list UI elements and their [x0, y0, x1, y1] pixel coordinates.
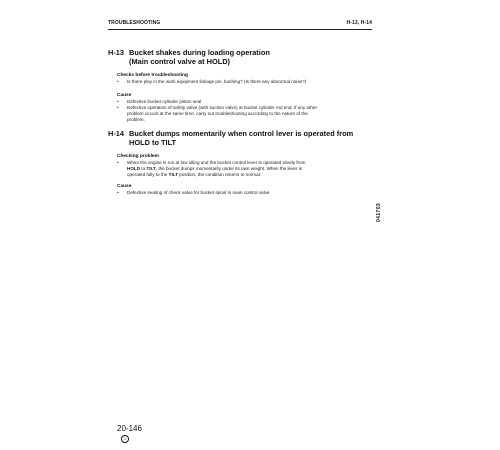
h13-title-line1: Bucket shakes during loading operation — [129, 48, 270, 57]
bullet-icon: • — [117, 99, 119, 104]
h13-cause-1-text: Defective bucket cylinder piston seal — [127, 99, 202, 104]
h13-cause-2-line3: problem. — [127, 117, 145, 122]
header-section-title: TROUBLESHOOTING — [108, 20, 161, 26]
h14-check-line1: When the engine is run at low idling and the bucket control lever is operated slowly from — [127, 160, 306, 165]
h14-check-line2-post: , the bucket dumps momentarily under its own weight. When the lever is — [155, 166, 303, 171]
revision-mark: 1 — [121, 435, 129, 443]
bullet-icon: • — [117, 79, 119, 84]
h14-heading — [108, 130, 353, 147]
h13-heading — [108, 49, 270, 66]
h14-cause-1 — [117, 190, 269, 196]
bullet-icon: • — [117, 190, 119, 195]
h13-checks-label: Checks before troubleshooting — [117, 73, 188, 78]
h14-title-line1: Bucket dumps momentarily when control lever is operated from — [129, 129, 354, 138]
h14-cause-label: Cause — [117, 184, 132, 189]
h14-check-line3-pre: operated fully to the — [127, 172, 169, 177]
header-codes: H-13, H-14 — [346, 20, 372, 26]
h14-code: H-14 — [108, 129, 125, 138]
h14-check-line3 — [127, 172, 261, 178]
h14-check-line2-mid: to — [140, 166, 147, 171]
h14-check-line3-post: position, the condition returns to normal. — [178, 172, 261, 177]
h13-checks-text: Is there play in the work equipment linkage pin, bushing? (Is there any abnormal noise?) — [127, 79, 307, 84]
h13-cause-2-line2: problem occurs at the same time, carry out troubleshooting according to the nature of the — [127, 111, 308, 116]
bullet-icon: • — [117, 105, 119, 110]
page-number: 20-146 — [117, 424, 142, 433]
tilt-term: TILT — [146, 166, 156, 171]
h13-cause-label: Cause — [117, 93, 132, 98]
side-document-code: 041703 — [376, 202, 382, 222]
hold-term: HOLD — [127, 166, 141, 171]
h13-code: H-13 — [108, 48, 125, 57]
h13-title-line2: (Main control valve at HOLD) — [129, 56, 231, 66]
h14-checking-label: Checking problem — [117, 154, 159, 159]
h13-checks-item — [117, 79, 306, 85]
h13-cause-2-line1: Defective operation of safety valve (with suction valve) at bucket cylinder rod end. If any other — [127, 105, 317, 110]
h14-cause-1-text: Defective seating of check valve for bucket spool in main control valve — [127, 190, 270, 195]
bullet-icon: • — [117, 160, 119, 165]
h14-title-line2: HOLD to TILT — [129, 137, 177, 147]
page-header — [108, 19, 372, 30]
tilt-term: TILT — [168, 172, 178, 177]
